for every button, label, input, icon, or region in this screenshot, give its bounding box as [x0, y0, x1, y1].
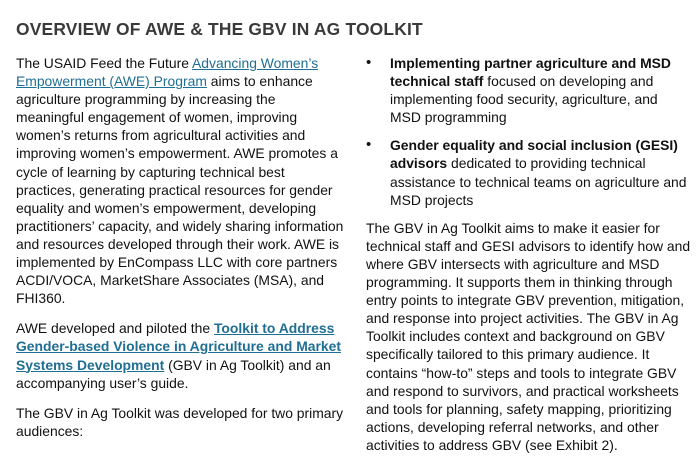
bullet-icon: •	[366, 136, 372, 154]
awe-program-link[interactable]: Advancing Women’s Empowerment (AWE) Program	[16, 55, 319, 90]
awe-intro-text-end: aims to enhance agriculture programming by increasing the meaningful engagement of women, improving women’s returns from agricultural activities and improving women’s empowerment. AWE promotes a cycle of learning by capturing technical best practices, generating practical resources for gender equality and women’s empowerment, developing practitioners’ capacity, and widely sharing information and resources developed through their work. AWE is implemented by EnCompass LLC with core partners ACDI/VOCA, MarketShare Associates (MSA), and FHI360.	[16, 73, 344, 307]
bullet-icon: •	[366, 54, 372, 71]
audience-title: Implementing partner agriculture and MSD technical staff	[390, 55, 671, 90]
right-column	[366, 54, 692, 466]
audience-description: focused on developing and implementing food security, agriculture, and MSD programming	[390, 73, 658, 126]
toolkit-text-end: (GBV in Ag Toolkit) and an accompanying user’s guide.	[16, 356, 331, 391]
list-item	[366, 136, 692, 208]
awe-intro-paragraph	[16, 54, 346, 307]
section-title: OVERVIEW OF AWE & THE GBV IN AG TOOLKIT	[16, 19, 423, 39]
audience-description: dedicated to providing technical assistance to technical teams on agriculture and MSD projects	[390, 155, 687, 208]
list-item	[366, 54, 692, 126]
toolkit-paragraph	[16, 319, 346, 391]
left-column	[16, 54, 346, 452]
awe-intro-text-start: The USAID Feed the Future	[16, 55, 193, 71]
audience-list	[366, 54, 692, 209]
toolkit-aims-paragraph: The GBV in Ag Toolkit aims to make it easier for technical staff and GESI advisors to identify how and where GBV intersects with agriculture and MSD programming. It supports them in thinking through entry points to integrate GBV prevention, mitigation, and response into project activities. The GBV in Ag Toolkit includes context and background on GBV specifically tailored to this primary audience. It contains “how-to” steps and tools to integrate GBV and respond to survivors, and practical worksheets and tools for planning, safety mapping, prioritizing actions, developing referral networks, and other activities to address GBV (see Exhibit 2).	[366, 219, 691, 453]
gbv-toolkit-link[interactable]: Toolkit to Address Gender-based Violence in Agriculture and Market Systems Development	[16, 320, 341, 373]
audiences-paragraph: The GBV in Ag Toolkit was developed for two primary audiences:	[16, 404, 344, 439]
audience-title: Gender equality and social inclusion (GESI) advisors	[390, 137, 678, 172]
toolkit-text-start: AWE developed and piloted the	[16, 320, 214, 337]
